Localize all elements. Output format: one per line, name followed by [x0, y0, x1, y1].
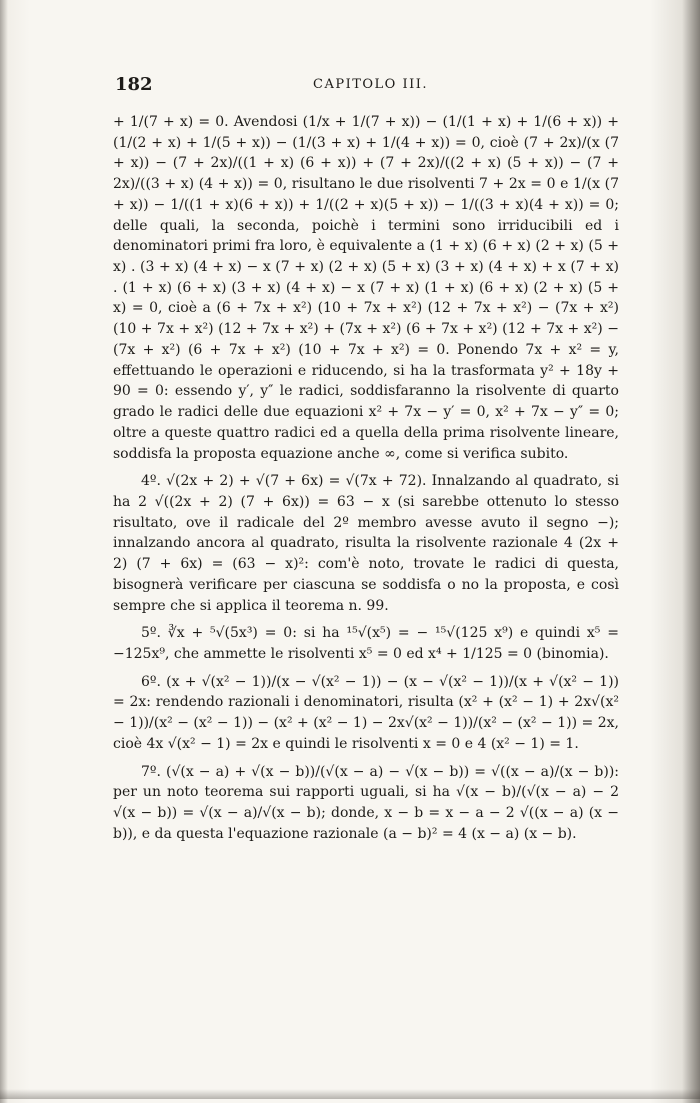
paragraph-example-6: 6º. (x + √(x² − 1))/(x − √(x² − 1)) − (x − √(x² − 1))/(x + √(x² − 1)) = 2x: rendendo razionali i denominatori, risulta (x² + (x² − 1) + 2x√(x² − 1))/(x² − (x² − 1)) − (x² + (x² − 1) − 2x√(x² − 1))/(x² − (x² − 1)) = 2x, cioè 4x √(x² − 1) = 2x e quindi le risolventi x = 0 e 4 (x² − 1) = 1.	[113, 673, 619, 752]
page-header	[115, 74, 615, 98]
paragraph-example-3-continued: + 1/(7 + x) = 0. Avendosi (1/x + 1/(7 + x)) − (1/(1 + x) + 1/(6 + x)) + (1/(2 + x) + 1/(5 + x)) − (1/(3 + x) + 1/(4 + x)) = 0, cioè (7 + 2x)/(x (7 + x)) − (7 + 2x)/((1 + x) (6 + x)) + (7 + 2x)/((2 + x) (5 + x)) − (7 + 2x)/((3 + x) (4 + x)) = 0, risultano le due risolventi 7 + 2x = 0 e 1/(x (7 + x)) − 1/((1 + x)(6 + x)) + 1/((2 + x)(5 + x)) − 1/((3 + x)(4 + x)) = 0; delle quali, la seconda, poichè i termini sono irriducibili ed i denominatori primi fra loro, è equivalente a (1 + x) (6 + x) (2 + x) (5 + x) . (3 + x) (4 + x) − x (7 + x) (2 + x) (5 + x) (3 + x) (4 + x) + x (7 + x) . (1 + x) (6 + x) (3 + x) (4 + x) − x (7 + x) (1 + x) (6 + x) (2 + x) (5 + x) = 0, cioè a (6 + 7x + x²) (10 + 7x + x²) (12 + 7x + x²) − (7x + x²) (10 + 7x + x²) (12 + 7x + x²) + (7x + x²) (6 + 7x + x²) (12 + 7x + x²) − (7x + x²) (6 + 7x + x²) (10 + 7x + x²) = 0. Ponendo 7x + x² = y, effettuando le operazioni e riducendo, si ha la trasformata y² + 18y + 90 = 0: essendo y′, y″ le radici, soddisfaranno la risolvente di quarto grado le radici delle due equazioni x² + 7x − y′ = 0, x² + 7x − y″ = 0; oltre a queste quattro radici ed a quella della prima risolvente lineare, soddisfa la proposta equazione anche ∞, come si verifica subito.	[113, 114, 619, 462]
paragraph-example-7: 7º. (√(x − a) + √(x − b))/(√(x − a) − √(x − b)) = √((x − a)/(x − b)): per un noto teorema sui rapporti uguali, si ha √(x − b)/(√(x − a) − 2 √(x − b)) = √(x − a)/√(x − b); donde, x − b = x − a − 2 √((x − a) (x − b)), e da questa l'equazione razionale (a − b)² = 4 (x − a) (x − b).	[113, 763, 619, 842]
page-shadow-left	[0, 0, 8, 1103]
page-shadow-right	[682, 0, 700, 1103]
page-bottom-shadow	[0, 1089, 700, 1099]
paragraph-example-4: 4º. √(2x + 2) + √(7 + 6x) = √(7x + 72). Innalzando al quadrato, si ha 2 √((2x + 2) (7 + 6x)) = 63 − x (si sarebbe ottenuto lo stesso risultato, ove il radicale del 2º membro avesse avuto il segno −); innalzando ancora al quadrato, risulta la risolvente razionale 4 (2x + 2) (7 + 6x) = (63 − x)²: com'è noto, trovate le radici di questa, bisognerà verificare per ciascuna se soddisfa o no la proposta, e così sempre che si applica il teorema n. 99.	[113, 473, 619, 614]
running-title: CAPITOLO III.	[313, 77, 429, 92]
body-text	[113, 112, 619, 844]
page-number: 182	[115, 74, 153, 95]
paragraph-example-5: 5º. ∛x + ⁵√(5x³) = 0: si ha ¹⁵√(x⁵) = − ¹⁵√(125 x⁹) e quindi x⁵ = −125x⁹, che ammette le risolventi x⁵ = 0 ed x⁴ + 1/125 = 0 (binomia).	[113, 625, 619, 662]
